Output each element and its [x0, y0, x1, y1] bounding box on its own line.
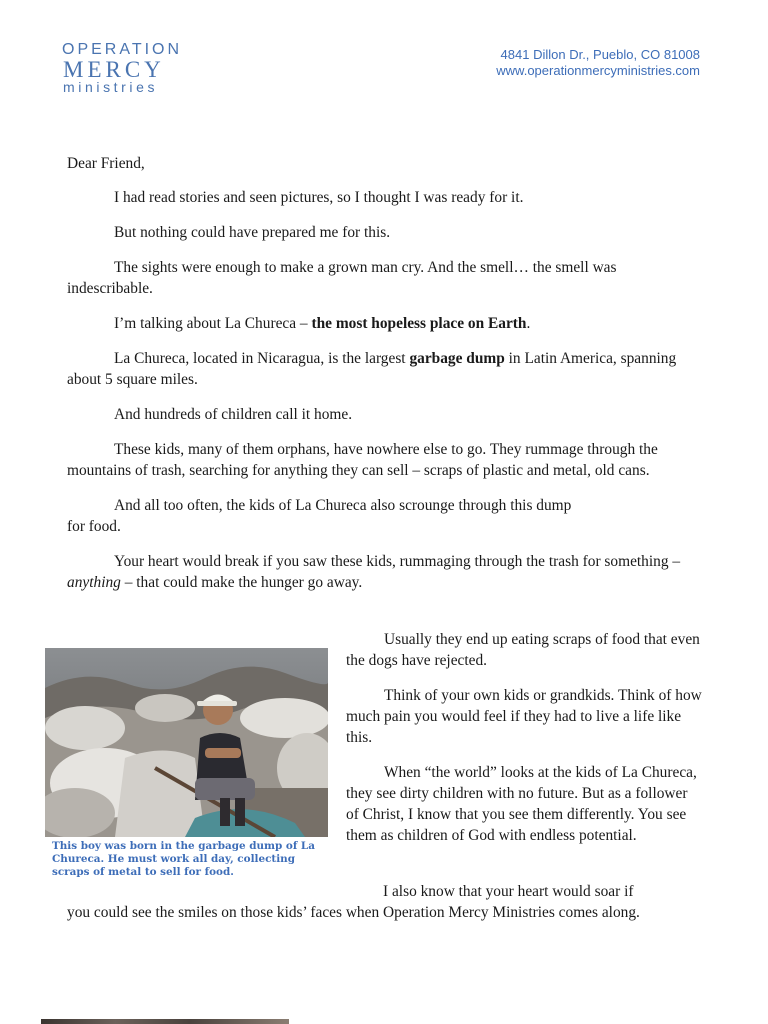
paragraph — [67, 348, 701, 390]
paragraph: Usually they end up eating scraps of food that even the dogs have rejected. — [346, 631, 700, 669]
paragraph — [67, 313, 701, 334]
street-address: 4841 Dillon Dr., Pueblo, CO 81008 — [500, 47, 700, 62]
paragraph — [67, 495, 701, 537]
text-run: in Latin America, spanning about 5 square miles. — [67, 350, 677, 388]
closing-paragraph — [67, 881, 701, 923]
paragraph: The sights were enough to make a grown man cry. And the smell… the smell was indescribable. — [67, 259, 617, 297]
website-url: www.operationmercyministries.com — [496, 63, 700, 78]
boy-in-garbage-dump-photo — [45, 648, 328, 837]
text-run: Your heart would break if you saw these kids, rummaging through the trash for something – — [114, 553, 681, 570]
closing-line-rest: you could see the smiles on those kids’ faces when Operation Mercy Ministries comes along. — [67, 904, 640, 921]
logo-line-operation: OPERATION — [62, 41, 183, 58]
logo-line-ministries: ministries — [63, 79, 159, 95]
salutation: Dear Friend, — [67, 155, 145, 172]
next-photo-edge — [41, 1019, 289, 1024]
letterhead-address — [496, 47, 700, 79]
text-run: I’m talking about La Chureca – — [114, 315, 312, 332]
letter-body — [67, 153, 701, 607]
text-run: – that could make the hunger go away. — [120, 574, 363, 591]
paragraph: But nothing could have prepared me for this. — [114, 224, 391, 241]
paragraph: These kids, many of them orphans, have nowhere else to go. They rummage through the mountains of trash, searching for anything they can sell – scraps of plastic and metal, old cans. — [67, 441, 658, 479]
emphasis-italic: anything — [67, 574, 121, 591]
photo-figure — [45, 648, 328, 879]
text-run: La Chureca, located in Nicaragua, is the largest — [114, 350, 410, 367]
text-run: for food. — [67, 518, 121, 535]
text-run: And all too often, the kids of La Chureca also scrounge through this dump — [114, 497, 572, 514]
photo-caption: This boy was born in the garbage dump of La Chureca. He must work all day, collecting scraps of metal to sell for food. — [52, 840, 315, 878]
paragraph: And hundreds of children call it home. — [114, 406, 353, 423]
text-run: . — [526, 315, 531, 332]
paragraph: Think of your own kids or grandkids. Think of how much pain you would feel if they had to live a life like this. — [346, 687, 702, 746]
emphasis-bold: garbage dump — [409, 350, 505, 367]
paragraph: When “the world” looks at the kids of La Chureca, they see dirty children with no future. But as a follower of Christ, I know that you see them differently. You see them as children of God with endless potential. — [346, 764, 697, 844]
logo-line-mercy: MERCY — [63, 57, 165, 82]
paragraph — [67, 551, 701, 593]
closing-line-first: I also know that your heart would soar if — [383, 883, 634, 900]
paragraph: I had read stories and seen pictures, so I thought I was ready for it. — [114, 189, 524, 206]
emphasis-bold: the most hopeless place on Earth — [311, 315, 527, 332]
organization-logo — [62, 42, 182, 94]
side-column-text — [346, 629, 702, 860]
